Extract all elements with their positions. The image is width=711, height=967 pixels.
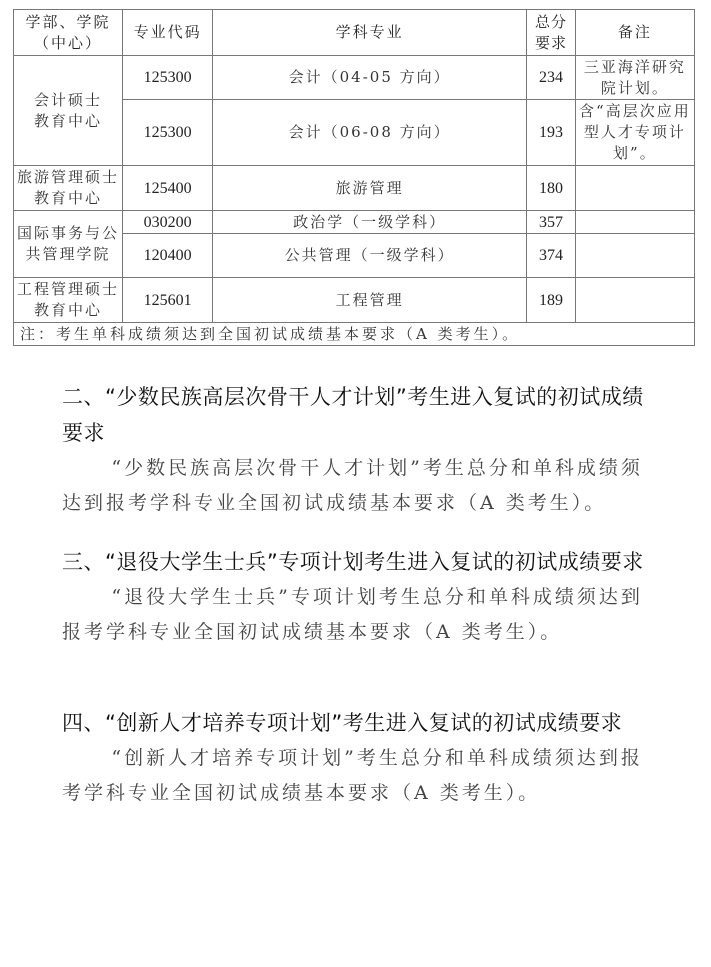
table-row bbox=[14, 278, 695, 323]
major-cell: 政治学（一级学科） bbox=[213, 211, 527, 234]
remarks-cell: 三亚海洋研究院计划。 bbox=[575, 56, 694, 100]
section-body: “创新人才培养专项计划”考生总分和单科成绩须达到报考学科专业全国初试成绩基本要求（A 类考生）。 bbox=[62, 747, 643, 804]
department-cell: 会计硕士教育中心 bbox=[14, 56, 123, 166]
table-footnote: 注：考生单科成绩须达到全国初试成绩基本要求（A 类考生）。 bbox=[14, 323, 695, 346]
department-cell: 旅游管理硕士教育中心 bbox=[14, 166, 123, 211]
score-requirements-table bbox=[13, 9, 695, 346]
major-cell: 会计（04-05 方向） bbox=[213, 56, 527, 100]
remarks-cell bbox=[575, 234, 694, 278]
total-cell: 374 bbox=[527, 234, 575, 278]
section-heading: 三、“退役大学生士兵”专项计划考生进入复试的初试成绩要求 bbox=[62, 550, 644, 574]
header-remarks: 备注 bbox=[575, 10, 694, 56]
total-cell: 193 bbox=[527, 100, 575, 166]
section-body: “少数民族高层次骨干人才计划”考生总分和单科成绩须达到报考学科专业全国初试成绩基本要求（A 类考生）。 bbox=[62, 457, 643, 514]
section-heading: 四、“创新人才培养专项计划”考生进入复试的初试成绩要求 bbox=[62, 711, 623, 735]
table-footnote-row bbox=[14, 323, 695, 346]
table-row bbox=[14, 56, 695, 100]
remarks-cell: 含“高层次应用型人才专项计划”。 bbox=[575, 100, 694, 166]
header-code: 专业代码 bbox=[123, 10, 213, 56]
department-cell: 工程管理硕士教育中心 bbox=[14, 278, 123, 323]
code-cell: 125601 bbox=[123, 278, 213, 323]
section-innovation-plan bbox=[62, 705, 652, 811]
table-row bbox=[14, 166, 695, 211]
code-cell: 125300 bbox=[123, 100, 213, 166]
section-veteran-plan bbox=[62, 544, 652, 650]
code-cell: 120400 bbox=[123, 234, 213, 278]
code-cell: 030200 bbox=[123, 211, 213, 234]
remarks-cell bbox=[575, 278, 694, 323]
total-cell: 234 bbox=[527, 56, 575, 100]
section-heading: 二、“少数民族高层次骨干人才计划”考生进入复试的初试成绩要求 bbox=[62, 385, 644, 445]
table-row bbox=[14, 211, 695, 234]
section-minority-plan bbox=[62, 379, 652, 521]
major-cell: 公共管理（一级学科） bbox=[213, 234, 527, 278]
remarks-cell bbox=[575, 211, 694, 234]
remarks-cell bbox=[575, 166, 694, 211]
table-header-row bbox=[14, 10, 695, 56]
major-cell: 工程管理 bbox=[213, 278, 527, 323]
total-cell: 189 bbox=[527, 278, 575, 323]
total-cell: 357 bbox=[527, 211, 575, 234]
header-total: 总分要求 bbox=[527, 10, 575, 56]
total-cell: 180 bbox=[527, 166, 575, 211]
department-cell: 国际事务与公共管理学院 bbox=[14, 211, 123, 278]
section-body: “退役大学生士兵”专项计划考生总分和单科成绩须达到报考学科专业全国初试成绩基本要求（A 类考生）。 bbox=[62, 586, 643, 643]
code-cell: 125400 bbox=[123, 166, 213, 211]
header-major: 学科专业 bbox=[213, 10, 527, 56]
major-cell: 会计（06-08 方向） bbox=[213, 100, 527, 166]
code-cell: 125300 bbox=[123, 56, 213, 100]
header-department: 学部、学院（中心） bbox=[14, 10, 123, 56]
major-cell: 旅游管理 bbox=[213, 166, 527, 211]
